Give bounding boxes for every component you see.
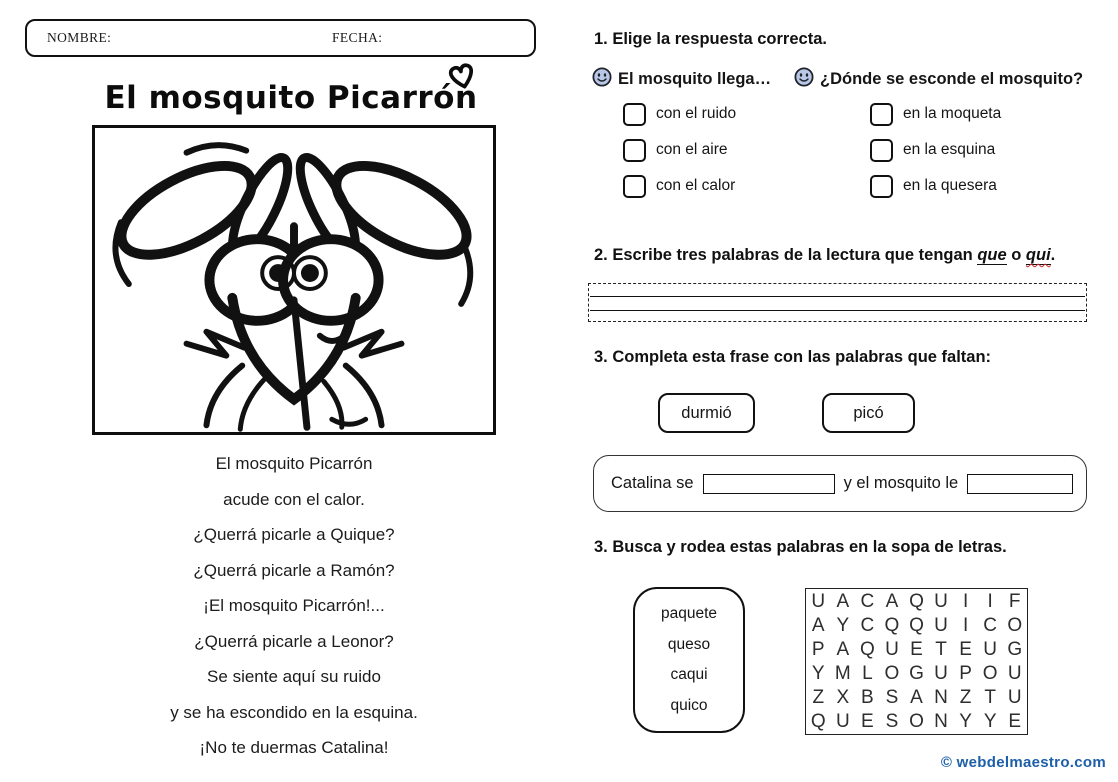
grid-letter[interactable]: B bbox=[861, 687, 874, 709]
grid-letter[interactable]: T bbox=[984, 687, 996, 709]
word-list-item: queso bbox=[667, 635, 711, 653]
group-heading-label: El mosquito llega… bbox=[618, 70, 772, 88]
word-chip-label: picó bbox=[853, 403, 884, 422]
q3b-title: 3. Busca y rodea estas palabras en la sopa de letras. bbox=[594, 538, 1007, 556]
grid-letter[interactable]: G bbox=[1007, 638, 1023, 660]
poem-line: y se ha escondido en la esquina. bbox=[170, 702, 418, 722]
name-date-box bbox=[25, 19, 536, 57]
grid-letter[interactable]: A bbox=[910, 687, 923, 709]
grid-letter[interactable]: A bbox=[811, 614, 825, 636]
checkbox[interactable] bbox=[623, 175, 646, 198]
grid-letter[interactable]: P bbox=[959, 663, 972, 685]
grid-letter[interactable]: F bbox=[1008, 590, 1021, 612]
grid-letter[interactable]: Q bbox=[909, 614, 924, 636]
grid-letter[interactable]: S bbox=[885, 711, 899, 733]
q3a-title: 3. Completa esta frase con las palabras que faltan: bbox=[594, 348, 992, 366]
poem-line: Se siente aquí su ruido bbox=[207, 667, 381, 686]
grid-letter[interactable]: E bbox=[959, 638, 972, 660]
answer-blank-2[interactable] bbox=[967, 474, 1073, 494]
grid-letter[interactable]: I bbox=[987, 590, 993, 612]
poem-line: ¿Querrá picarle a Quique? bbox=[193, 525, 395, 544]
grid-letter[interactable]: L bbox=[862, 663, 873, 685]
grid-letter[interactable]: U bbox=[1007, 687, 1022, 709]
checkbox[interactable] bbox=[623, 103, 646, 126]
option-row bbox=[623, 175, 736, 197]
grid-letter[interactable]: U bbox=[983, 638, 998, 660]
grid-letter[interactable]: U bbox=[1007, 663, 1022, 685]
word-list-item: paquete bbox=[660, 605, 718, 623]
grid-letter[interactable]: Y bbox=[811, 663, 825, 685]
q2-title bbox=[594, 246, 1055, 265]
answer-blank-1[interactable] bbox=[703, 474, 835, 494]
grid-letter[interactable]: E bbox=[1008, 711, 1022, 733]
poem-line: ¿Querrá picarle a Leonor? bbox=[194, 631, 394, 651]
option-row bbox=[870, 103, 1001, 125]
grid-letter[interactable]: Q bbox=[909, 590, 924, 612]
smiley-icon bbox=[794, 67, 814, 92]
mosquito-image bbox=[92, 125, 496, 435]
heart-doodle-icon bbox=[446, 62, 478, 95]
grid-letter[interactable]: S bbox=[885, 687, 899, 709]
checkbox[interactable] bbox=[870, 103, 893, 126]
option-label: con el ruido bbox=[656, 105, 737, 122]
sentence-part-2: y el mosquito le bbox=[843, 474, 959, 492]
qui-word: qui bbox=[1025, 246, 1051, 264]
grid-letter[interactable]: P bbox=[811, 638, 825, 660]
option-label: en la quesera bbox=[903, 177, 997, 194]
grid-letter[interactable]: U bbox=[811, 590, 826, 612]
option-row bbox=[623, 139, 736, 161]
q1-group-b-heading bbox=[794, 67, 1083, 92]
grid-letter[interactable]: T bbox=[935, 638, 947, 660]
option-label: con el calor bbox=[656, 177, 736, 194]
date-input-area[interactable] bbox=[397, 27, 517, 49]
grid-letter[interactable]: Q bbox=[859, 638, 875, 660]
grid-letter[interactable]: Q bbox=[810, 711, 826, 733]
option-label: con el aire bbox=[656, 141, 728, 158]
checkbox[interactable] bbox=[623, 139, 646, 162]
grid-letter[interactable]: A bbox=[885, 590, 899, 612]
grid-letter[interactable]: O bbox=[884, 663, 900, 685]
grid-letter[interactable]: U bbox=[934, 663, 948, 685]
option-label: en la moqueta bbox=[903, 105, 1002, 122]
grid-letter[interactable]: M bbox=[834, 663, 851, 685]
writing-band bbox=[590, 296, 1085, 311]
q1-options-column-a bbox=[623, 103, 736, 197]
grid-letter[interactable]: A bbox=[836, 638, 850, 660]
q2-suffix: . bbox=[1050, 246, 1056, 264]
group-heading-label: ¿Dónde se esconde el mosquito? bbox=[820, 70, 1084, 88]
grid-letter[interactable]: Y bbox=[983, 711, 997, 733]
grid-letter[interactable]: C bbox=[860, 590, 875, 612]
poem-line: ¡No te duermas Catalina! bbox=[199, 738, 389, 757]
sentence-box bbox=[593, 455, 1087, 512]
grid-letter[interactable]: Z bbox=[812, 687, 825, 709]
word-list-box bbox=[633, 587, 745, 733]
grid-letter[interactable]: E bbox=[861, 711, 874, 733]
word-list-item: quico bbox=[670, 696, 708, 714]
grid-letter[interactable]: N bbox=[934, 687, 948, 709]
grid-letter[interactable]: U bbox=[934, 590, 948, 612]
date-label: FECHA: bbox=[332, 30, 383, 45]
q1-group-a-heading bbox=[592, 67, 771, 92]
grid-letter[interactable]: O bbox=[982, 663, 998, 685]
grid-letter[interactable]: C bbox=[860, 614, 875, 636]
grid-letter[interactable]: Q bbox=[884, 614, 900, 636]
word-chip-label: durmió bbox=[681, 403, 732, 422]
grid-letter[interactable]: I bbox=[962, 590, 969, 612]
grid-letter[interactable]: G bbox=[909, 663, 924, 685]
grid-letter[interactable]: O bbox=[1007, 614, 1023, 636]
option-row bbox=[870, 139, 1001, 161]
q1-options-column-b bbox=[870, 103, 1001, 197]
grid-letter[interactable]: N bbox=[934, 711, 948, 733]
option-row bbox=[623, 103, 736, 125]
poem-line: acude con el calor. bbox=[223, 489, 365, 509]
q2-title-text: 2. Escribe tres palabras de la lectura que tengan bbox=[594, 246, 978, 264]
q2-connector: o bbox=[1006, 246, 1026, 264]
grid-letter[interactable]: C bbox=[983, 614, 998, 636]
checkbox[interactable] bbox=[870, 139, 893, 162]
option-label: en la esquina bbox=[903, 141, 996, 158]
grid-letter[interactable]: O bbox=[909, 711, 924, 733]
writing-guide[interactable] bbox=[588, 283, 1087, 322]
poem bbox=[92, 446, 496, 766]
grid-letter[interactable]: U bbox=[835, 711, 850, 733]
grid-letter[interactable]: X bbox=[836, 687, 850, 709]
name-input-area[interactable] bbox=[122, 27, 312, 49]
word-list-item: caqui bbox=[670, 666, 708, 684]
poem-line: El mosquito Picarrón bbox=[215, 454, 373, 473]
que-word: que bbox=[977, 246, 1007, 264]
smiley-icon bbox=[592, 67, 612, 92]
grid-letter[interactable]: I bbox=[962, 614, 969, 636]
grid-letter[interactable]: U bbox=[885, 638, 899, 660]
checkbox[interactable] bbox=[870, 175, 893, 198]
word-search-grid[interactable] bbox=[805, 588, 1028, 735]
word-chip-pico bbox=[822, 393, 915, 433]
option-row bbox=[870, 175, 1001, 197]
sentence-part-1: Catalina se bbox=[611, 474, 694, 492]
copyright-link[interactable]: © webdelmaestro.com bbox=[940, 754, 1106, 771]
grid-letter[interactable]: Y bbox=[959, 711, 972, 733]
poem-line: ¡El mosquito Picarrón!... bbox=[203, 596, 385, 615]
grid-letter[interactable]: Z bbox=[959, 687, 972, 709]
poem-line: ¿Querrá picarle a Ramón? bbox=[193, 560, 395, 580]
q1-title: 1. Elige la respuesta correcta. bbox=[594, 30, 827, 48]
grid-letter[interactable]: Y bbox=[836, 614, 850, 636]
mosquito-drawing bbox=[95, 128, 493, 432]
word-chip-durmio bbox=[658, 393, 755, 433]
name-label: NOMBRE: bbox=[47, 30, 112, 45]
grid-letter[interactable]: E bbox=[910, 638, 923, 660]
worksheet-title: El mosquito Picarrón bbox=[104, 80, 478, 116]
grid-letter[interactable]: A bbox=[836, 590, 850, 612]
grid-letter[interactable]: U bbox=[934, 614, 948, 636]
